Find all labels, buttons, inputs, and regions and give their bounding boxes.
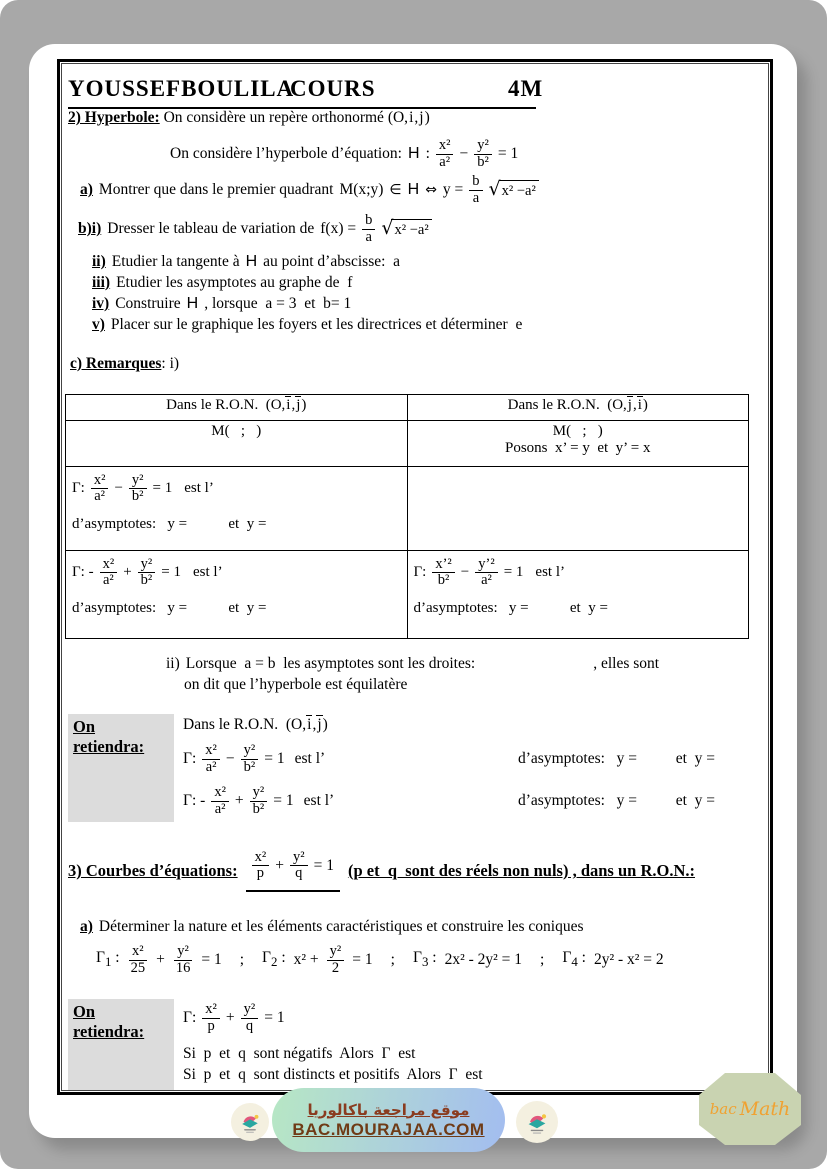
- equilateral-note: [166, 655, 659, 673]
- separator: ;: [239, 951, 245, 968]
- content-frame: [57, 59, 773, 1095]
- question-text-2: au point d’abscisse: a: [263, 253, 401, 270]
- vector-j: j: [296, 397, 301, 413]
- square-root: [489, 180, 539, 200]
- point-M-blank: M( ; ): [211, 423, 262, 439]
- denominator: 16: [175, 959, 191, 976]
- asymptotes-blank: d’asymptotes: y = et y =: [518, 792, 716, 809]
- document-type: COURS: [290, 76, 376, 101]
- ron-text: Dans le R.O.N. (O,: [166, 397, 286, 413]
- denominator: a²: [94, 488, 106, 505]
- numerator: y²: [290, 850, 308, 866]
- fraction: [202, 1002, 220, 1033]
- denominator: b²: [131, 488, 144, 505]
- numerator: b: [362, 213, 375, 229]
- y-equals: y =: [442, 181, 464, 198]
- denominator: a: [472, 189, 480, 206]
- item-label: v): [92, 316, 105, 333]
- retain2-case-negative: Si p et q sont négatifs Alors Γ est: [183, 1045, 416, 1062]
- set-H: H: [245, 253, 258, 270]
- remarks-heading: [70, 355, 179, 373]
- question-iv: [92, 294, 351, 314]
- question-iii: [92, 273, 352, 293]
- question-text: Etudier la tangente à: [111, 253, 240, 270]
- fraction: [241, 743, 259, 774]
- denominator: b²: [437, 572, 450, 589]
- equals-one: = 1: [497, 145, 519, 162]
- denominator: b²: [243, 758, 256, 775]
- radical-sign: √: [381, 217, 394, 239]
- retain-equation-1: [183, 737, 763, 781]
- operator: +: [234, 792, 244, 809]
- numerator: y²: [250, 785, 268, 801]
- fraction: [475, 557, 497, 588]
- fraction: [474, 138, 492, 169]
- denominator: a²: [481, 572, 492, 589]
- denominator: a²: [103, 572, 114, 589]
- gamma-4-label: $\Gamma_4$ :: [562, 949, 586, 970]
- numerator: x’²: [432, 557, 454, 573]
- denominator: p: [207, 1017, 215, 1034]
- point-cell-right: [407, 421, 749, 467]
- denominator: 2: [331, 959, 340, 976]
- equals-one: = 1: [313, 856, 334, 874]
- equals-one: = 1: [264, 750, 285, 767]
- item-label: a): [80, 181, 93, 198]
- numerator: y²: [327, 944, 345, 960]
- ron-close: ): [301, 397, 307, 413]
- item-label: b)i): [78, 220, 102, 237]
- operator: +: [275, 856, 284, 874]
- repere-open: (O,: [387, 109, 409, 126]
- document-page: [29, 44, 797, 1138]
- question-text: Dresser le tableau de variation de: [107, 220, 315, 237]
- denominator: p: [256, 865, 265, 881]
- website-arabic-title[interactable]: موقع مراجعة باكالوريا: [307, 1100, 470, 1119]
- fraction: [202, 743, 220, 774]
- asymptotes-blank: d’asymptotes: y = et y =: [518, 750, 716, 767]
- numerator: x²: [100, 557, 118, 573]
- denominator: b²: [477, 153, 489, 170]
- fraction: [250, 785, 268, 816]
- equals-one: = 1: [161, 564, 181, 581]
- question-b: [78, 209, 432, 249]
- mourajaa-logo-right: [516, 1101, 558, 1143]
- document-header: [68, 74, 544, 109]
- asymptotes-blank: d’asymptotes: y = et y =: [413, 600, 608, 617]
- item-label: iv): [92, 295, 110, 312]
- gamma-label: Γ:: [183, 750, 197, 767]
- fraction: [138, 557, 156, 588]
- condition-text: (p et q sont des réels non nuls) , dans un R.O.N.:: [347, 861, 695, 880]
- generic-equation: [246, 850, 340, 892]
- denominator: a²: [214, 800, 226, 817]
- question-text-2: , lorsque a = 3 et b= 1: [204, 295, 352, 312]
- comma: ,: [632, 397, 637, 413]
- vector-i: i: [286, 397, 291, 413]
- gamma1-cell: [66, 467, 408, 551]
- retain-equation-2: [183, 779, 763, 823]
- numerator: b: [469, 174, 482, 190]
- equals-one: = 1: [152, 480, 173, 497]
- operator: −: [460, 564, 470, 581]
- numerator: y²: [241, 743, 259, 759]
- fraction: [241, 1002, 259, 1033]
- question-text: Montrer que dans le premier quadrant: [98, 181, 334, 198]
- est-blank: est l’: [303, 792, 335, 809]
- brand-math: Math: [739, 1098, 791, 1120]
- numerator: x²: [202, 743, 220, 759]
- fx-equals: f(x) =: [320, 220, 357, 237]
- denominator: a: [365, 228, 372, 245]
- numerator: y²: [241, 1002, 259, 1018]
- fraction: [362, 213, 375, 244]
- section-label: 2) Hyperbole:: [68, 109, 160, 126]
- fraction: [436, 138, 454, 169]
- ron-text: Dans le R.O.N. (O,: [507, 397, 627, 413]
- equation-intro: On considère l’hyperbole d’équation:: [170, 145, 402, 162]
- remarks-label: c) Remarques: [70, 355, 162, 372]
- asymptotes-blank: d’asymptotes: y = et y =: [72, 516, 267, 533]
- vector-i: i: [307, 716, 312, 733]
- equals-one: = 1: [264, 1009, 285, 1026]
- note-text-2: , elles sont: [593, 655, 660, 672]
- operator: −: [114, 480, 123, 497]
- table-header-right: [407, 395, 749, 421]
- bacmath-wordmark: [697, 1071, 803, 1147]
- gamma2-transformed-cell: [407, 551, 749, 639]
- gamma-label: Γ:: [72, 480, 85, 497]
- equals-one: = 1: [352, 951, 373, 968]
- gamma-label: Γ: -: [183, 792, 206, 809]
- posons-text: Posons x’ = y et y’ = x: [504, 440, 651, 456]
- colon: :: [425, 145, 430, 162]
- operator: +: [156, 951, 165, 968]
- curves-question-a: [80, 917, 584, 937]
- gamma2-cell: [66, 551, 408, 639]
- radical-sign: √: [488, 178, 501, 200]
- retain2-case-positive: Si p et q sont distincts et positifs Alors Γ est: [183, 1066, 483, 1083]
- fraction: [432, 557, 454, 588]
- operator: +: [225, 1009, 235, 1026]
- numerator: x²: [436, 138, 454, 154]
- level-label: 4M: [508, 76, 544, 101]
- radicand: x² −a²: [499, 180, 539, 200]
- est-blank: est l’: [184, 480, 214, 497]
- fraction: [290, 850, 308, 881]
- iff-symbol: ⇔: [425, 182, 437, 198]
- expression-part: x² +: [293, 951, 319, 968]
- gamma-label: Γ: -: [72, 564, 94, 581]
- fraction: [91, 473, 109, 504]
- separator: ;: [540, 951, 545, 968]
- ron-close: ): [642, 397, 648, 413]
- fraction: [252, 850, 270, 881]
- item-label: iii): [92, 274, 111, 291]
- comma: ,: [414, 109, 419, 126]
- est-blank: est l’: [193, 564, 223, 581]
- set-H: H: [407, 181, 420, 198]
- conics-list: [96, 937, 664, 983]
- remarks-table: [65, 394, 749, 639]
- est-blank: est l’: [535, 564, 565, 581]
- comma: ,: [312, 716, 317, 733]
- gamma-2-label: $\Gamma_2$ :: [262, 949, 286, 970]
- retain-box-2: [68, 999, 174, 1091]
- numerator: x²: [91, 473, 109, 489]
- set-H: H: [186, 295, 199, 312]
- retain2-equation: [183, 996, 285, 1040]
- ron-close: ): [322, 716, 328, 733]
- website-badge[interactable]: [272, 1088, 505, 1152]
- point-M-blank: M( ; ): [552, 423, 603, 439]
- vector-j: j: [317, 716, 322, 733]
- gamma-label: Γ:: [413, 564, 427, 581]
- vector-i: i: [409, 109, 414, 126]
- denominator: b²: [252, 800, 265, 817]
- numerator: y²: [138, 557, 156, 573]
- numerator: y²: [129, 473, 147, 489]
- table-header-left: [66, 395, 408, 421]
- brand-bac: bac: [709, 1100, 737, 1118]
- vector-j: j: [419, 109, 424, 126]
- numerator: x²: [202, 1002, 220, 1018]
- retain-box-1: [68, 714, 174, 822]
- item-label: a): [80, 918, 93, 935]
- denominator: a²: [205, 758, 217, 775]
- mourajaa-logo-icon: [523, 1108, 551, 1136]
- denominator: 25: [130, 959, 146, 976]
- retain-label: On retiendra:: [73, 1002, 145, 1041]
- equals-one: = 1: [201, 951, 222, 968]
- question-v: [92, 315, 522, 335]
- question-text: Construire: [115, 295, 181, 312]
- expression: 2x² - 2y² = 1: [444, 951, 523, 968]
- expression: 2y² - x² = 2: [593, 951, 664, 968]
- fraction: [128, 944, 149, 975]
- question-text: Placer sur le graphique les foyers et les directrices et déterminer e: [110, 316, 523, 333]
- website-url-link[interactable]: BAC.MOURAJAA.COM: [292, 1119, 485, 1139]
- fraction: [173, 944, 194, 975]
- numerator: x²: [252, 850, 270, 866]
- operator: −: [459, 145, 469, 162]
- asymptotes-blank: d’asymptotes: y = et y =: [72, 600, 267, 617]
- item-label: ii): [92, 253, 106, 270]
- fraction: [129, 473, 147, 504]
- fraction: [469, 174, 482, 205]
- bacmath-logo: [697, 1071, 803, 1147]
- section-hyperbole-title: [68, 109, 430, 127]
- ron-text: Dans le R.O.N. (O,: [183, 716, 307, 733]
- gamma-1-label: $\Gamma_1$ :: [96, 949, 120, 970]
- question-text: Etudier les asymptotes au graphe de f: [116, 274, 353, 291]
- operator: −: [225, 750, 235, 767]
- gamma-label: Γ:: [183, 1009, 197, 1026]
- section-label: 3) Courbes d’équations:: [68, 861, 238, 880]
- question-ii: [92, 252, 400, 272]
- denominator: b²: [140, 572, 153, 589]
- gamma-3-label: $\Gamma_3$ :: [412, 949, 437, 970]
- separator: ;: [390, 951, 395, 968]
- equals-one: = 1: [273, 792, 294, 809]
- question-a: [80, 170, 539, 210]
- note-text: Lorsque a = b les asymptotes sont les droites:: [185, 655, 476, 672]
- fraction: [211, 785, 229, 816]
- element-of-symbol: ∈: [389, 182, 402, 198]
- question-text: Déterminer la nature et les éléments caractéristiques et construire les coniques: [98, 918, 584, 935]
- retain-label: On retiendra:: [73, 717, 145, 756]
- set-H: H: [408, 145, 420, 162]
- denominator: a²: [439, 153, 451, 170]
- equals-one: = 1: [503, 564, 524, 581]
- comma: ,: [291, 397, 296, 413]
- est-blank: est l’: [294, 750, 326, 767]
- numerator: x²: [211, 785, 229, 801]
- repere-close: ): [424, 109, 430, 126]
- point-cell-left: [66, 421, 408, 467]
- numerator: x²: [129, 944, 147, 960]
- vector-i: i: [637, 397, 642, 413]
- intro-text: On considère un repère orthonormé: [163, 109, 384, 126]
- mourajaa-logo-icon: [237, 1109, 263, 1135]
- point-M: M(x;y): [339, 181, 384, 198]
- author-name: YOUSSEFBOULILA: [68, 76, 295, 101]
- numerator: y²: [174, 944, 192, 960]
- denominator: q: [245, 1017, 254, 1034]
- equilateral-note-line2: on dit que l’hyperbole est équilatère: [184, 676, 408, 693]
- numerator: y’²: [475, 557, 497, 573]
- denominator: q: [295, 865, 303, 881]
- vector-j: j: [627, 397, 632, 413]
- retain-ron: [183, 716, 328, 734]
- numerator: y²: [474, 138, 492, 154]
- radicand: x² −a²: [391, 219, 431, 239]
- remarks-rest: : i): [161, 355, 180, 372]
- operator: +: [123, 564, 132, 581]
- section-curves-title: [68, 842, 695, 900]
- square-root: [381, 219, 431, 239]
- item-label: ii): [166, 655, 180, 672]
- mourajaa-logo-left: [231, 1103, 269, 1141]
- empty-cell: [407, 467, 749, 551]
- fraction: [100, 557, 118, 588]
- fraction: [327, 944, 345, 975]
